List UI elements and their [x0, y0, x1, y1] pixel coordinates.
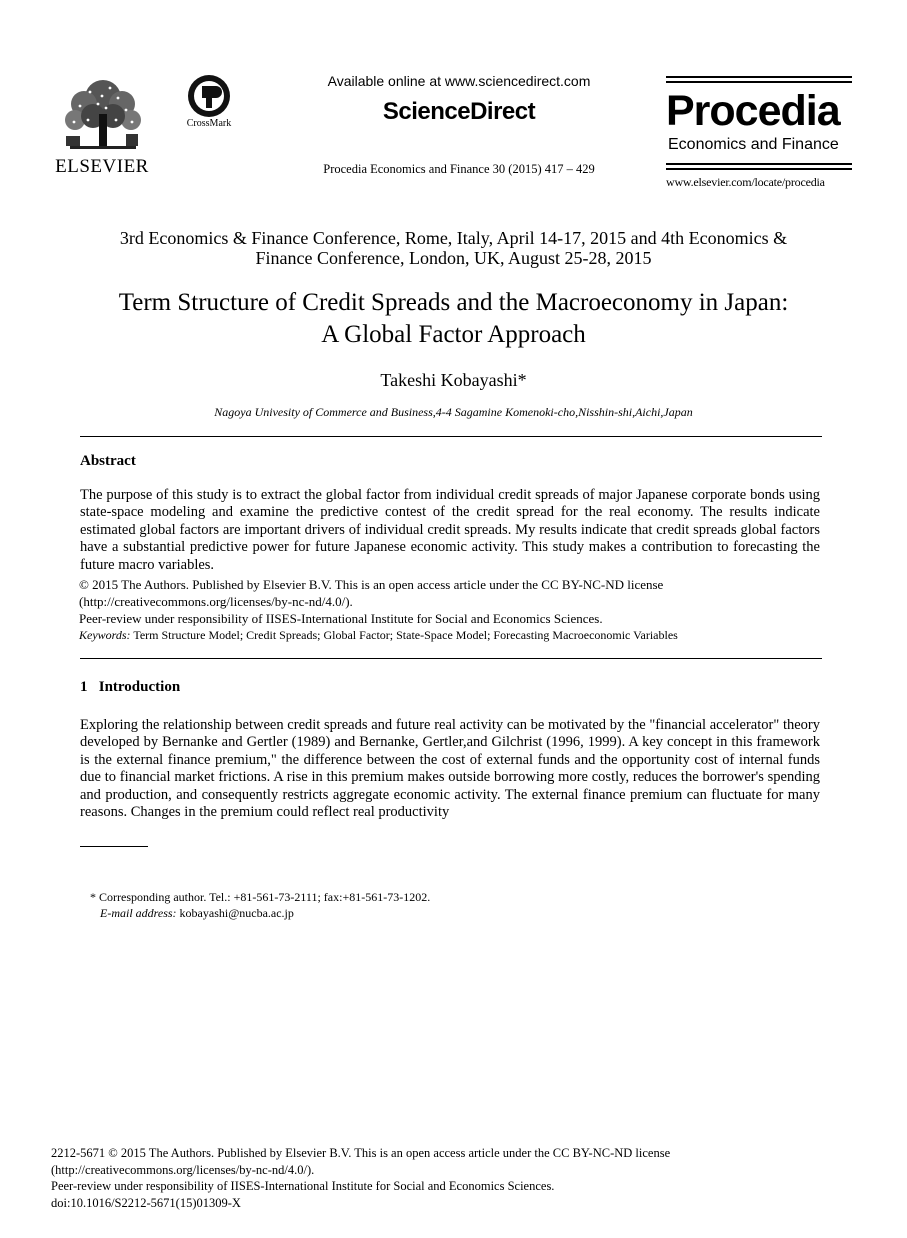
abstract-top-rule	[80, 436, 822, 437]
crossmark-badge[interactable]	[178, 74, 240, 134]
keywords-label: Keywords:	[79, 628, 131, 642]
conference-line-2: Finance Conference, London, UK, August 25-28, 2015	[255, 248, 652, 268]
procedia-logo	[666, 74, 854, 194]
crossmark-label: CrossMark	[186, 118, 232, 129]
introduction-heading: 1 Introduction	[80, 679, 181, 695]
corresponding-author-note: * Corresponding author. Tel.: +81-561-73-2111; fax:+81-561-73-1202.	[90, 890, 431, 904]
elsevier-wordmark: ELSEVIER	[55, 156, 149, 177]
page-header	[0, 0, 907, 200]
keywords-list: Term Structure Model; Credit Spreads; Global Factor; State-Space Model; Forecasting Macroeconomic Variables	[133, 628, 678, 642]
email-note	[100, 905, 294, 921]
peer-review-note: Peer-review under responsibility of IISES-International Institute for Social and Economics Sciences.	[79, 611, 603, 626]
abstract-bottom-rule	[80, 658, 822, 659]
conference-info	[60, 228, 847, 268]
copyright-block	[79, 576, 821, 627]
article-title	[40, 287, 867, 351]
sciencedirect-title[interactable]: ScienceDirect	[382, 98, 536, 125]
author-name: Takeshi Kobayashi*	[380, 370, 527, 390]
conference-line-1: 3rd Economics & Finance Conference, Rome, Italy, April 14-17, 2015 and 4th Economics &	[119, 228, 788, 248]
title-line-1: Term Structure of Credit Spreads and the Macroeconomy in Japan:	[118, 289, 789, 316]
license-link[interactable]: (http://creativecommons.org/licenses/by-nc-nd/4.0/).	[79, 594, 353, 609]
email-label: E-mail address:	[100, 906, 177, 920]
crossmark-icon	[178, 74, 240, 118]
page-footer	[51, 1145, 811, 1211]
abstract-text: The purpose of this study is to extract the global factor from individual credit spreads of major Japanese corporate bonds using state-space modeling and examine the predictive contest of the credit spread for the real economy. The results indicate estimated global factors are important drivers of individual credit spreads. My results indicate that credit spreads global factors have a substantial predictive power for future Japanese economic activity. This study makes a contribution to forecasting the future macro variables.	[80, 487, 820, 573]
abstract-heading: Abstract	[80, 453, 136, 469]
footer-doi[interactable]: doi:10.1016/S2212-5671(15)01309-X	[51, 1195, 241, 1210]
copyright-line-1: © 2015 The Authors. Published by Elsevier B.V. This is an open access article under the CC BY-NC-ND license	[79, 577, 664, 592]
title-line-2: A Global Factor Approach	[321, 321, 586, 348]
procedia-bar-top-1	[666, 76, 852, 78]
available-online-text: Available online at www.sciencedirect.com	[327, 73, 591, 89]
elsevier-logo	[52, 72, 152, 182]
journal-reference: Procedia Economics and Finance 30 (2015) 417 – 429	[323, 162, 595, 176]
keywords	[79, 627, 821, 643]
procedia-subtitle: Economics and Finance	[668, 136, 839, 153]
author-affiliation: Nagoya Univesity of Commerce and Business,4-4 Sagamine Komenoki-cho,Nisshin-shi,Aichi,Japan	[214, 405, 693, 419]
footer-license-link[interactable]: (http://creativecommons.org/licenses/by-nc-nd/4.0/).	[51, 1162, 315, 1177]
procedia-bar-top-2	[666, 81, 852, 83]
footnote-rule	[80, 846, 148, 847]
elsevier-tree-icon	[60, 76, 146, 154]
procedia-bar-bottom-2	[666, 168, 852, 170]
introduction-text: Exploring the relationship between credit spreads and future real activity can be motivated by the "financial accelerator" theory developed by Bernanke and Gertler (1989) and Bernanke, Gertler,and Gilchrist (1996, 1999). A key concept in this framework is the external finance premium," the difference between the cost of external funds and the opportunity cost of internal funds due to financial market frictions. A rise in this premium makes outside borrowing more costly, reduces the borrower's spending and production, and consequently restricts aggregate economic activity. The external finance premium can fluctuate for many reasons. Changes in the premium could reflect real productivity	[80, 717, 820, 821]
procedia-wordmark: Procedia	[666, 87, 840, 135]
procedia-bar-bottom-1	[666, 163, 852, 165]
email-address[interactable]: kobayashi@nucba.ac.jp	[179, 906, 294, 920]
procedia-url-link[interactable]: www.elsevier.com/locate/procedia	[666, 175, 825, 189]
footer-license-line: 2212-5671 © 2015 The Authors. Published by Elsevier B.V. This is an open access article under the CC BY-NC-ND license	[51, 1146, 671, 1160]
footer-peer-review: Peer-review under responsibility of IISES-International Institute for Social and Economics Sciences.	[51, 1179, 555, 1193]
